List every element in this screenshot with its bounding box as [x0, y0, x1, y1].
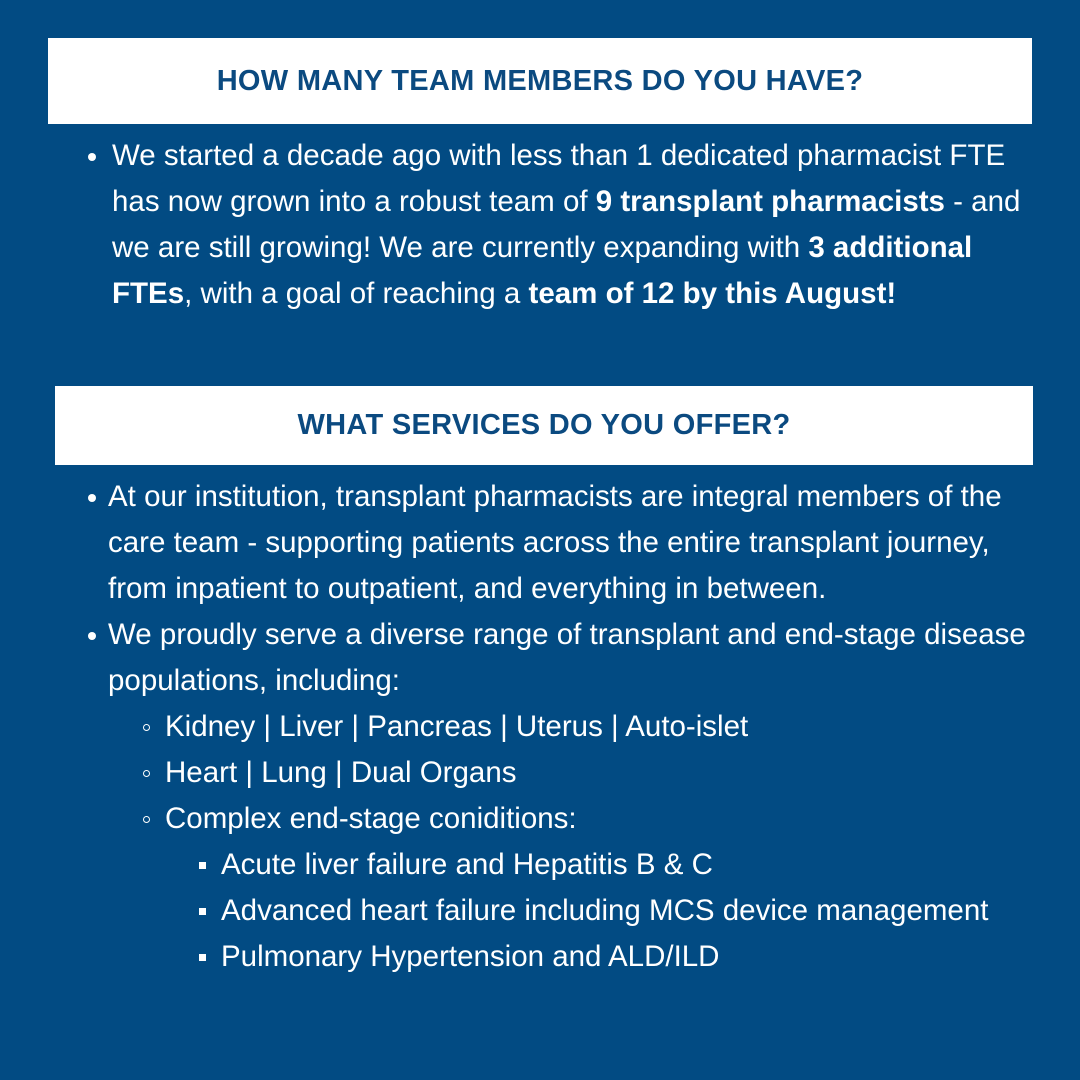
list-item	[221, 934, 1048, 980]
organ-list	[165, 704, 1048, 842]
services-section	[108, 474, 1048, 980]
bullet-icon	[88, 494, 96, 502]
services-heading: WHAT SERVICES DO YOU OFFER?	[297, 409, 791, 441]
team-text-2: - and we are still growing! We are currently expanding with	[112, 185, 1021, 264]
services-bullet-2: We proudly serve a diverse range of transplant and end-stage disease populations, including:	[108, 618, 1026, 697]
organ-item-2: Heart | Lung | Dual Organs	[165, 756, 517, 789]
square-bullet-icon	[199, 908, 206, 915]
condition-item-3: Pulmonary Hypertension and ALD/ILD	[221, 940, 720, 973]
team-bold-3: team of 12 by this August!	[528, 277, 897, 310]
list-item	[165, 750, 1048, 796]
condition-item-1: Acute liver failure and Hepatitis B & C	[221, 848, 713, 881]
organ-item-1: Kidney | Liver | Pancreas | Uterus | Auto-islet	[165, 710, 749, 743]
list-item	[165, 796, 1048, 842]
team-text-1: We started a decade ago with less than 1 dedicated pharmacist FTE has now grown into a robust team of	[112, 139, 1006, 218]
ring-bullet-icon	[143, 724, 150, 731]
team-bold-2: 3 additional FTEs	[112, 231, 973, 310]
team-bold-1: 9 transplant pharmacists	[595, 185, 945, 218]
services-bullet-1: At our institution, transplant pharmacists are integral members of the care team - supporting patients across the entire transplant journey, from inpatient to outpatient, and everything in between.	[108, 480, 1002, 605]
list-item	[108, 612, 1048, 704]
square-bullet-icon	[199, 862, 206, 869]
team-members-heading: HOW MANY TEAM MEMBERS DO YOU HAVE?	[216, 64, 864, 97]
list-item	[108, 474, 1048, 612]
square-bullet-icon	[199, 954, 206, 961]
team-text-3: , with a goal of reaching a	[184, 277, 529, 310]
bullet-icon	[88, 153, 96, 161]
ring-bullet-icon	[143, 770, 150, 777]
list-item	[165, 704, 1048, 750]
condition-item-2: Advanced heart failure including MCS device management	[221, 894, 989, 927]
list-item	[221, 842, 1048, 888]
team-members-section	[112, 133, 1042, 317]
bullet-icon	[88, 632, 96, 640]
organ-item-3: Complex end-stage coniditions:	[165, 802, 577, 835]
list-item	[221, 888, 1048, 934]
conditions-list	[221, 842, 1048, 980]
team-members-header	[48, 38, 1032, 124]
list-item	[112, 133, 1042, 317]
services-header	[55, 386, 1033, 465]
ring-bullet-icon	[143, 816, 150, 823]
